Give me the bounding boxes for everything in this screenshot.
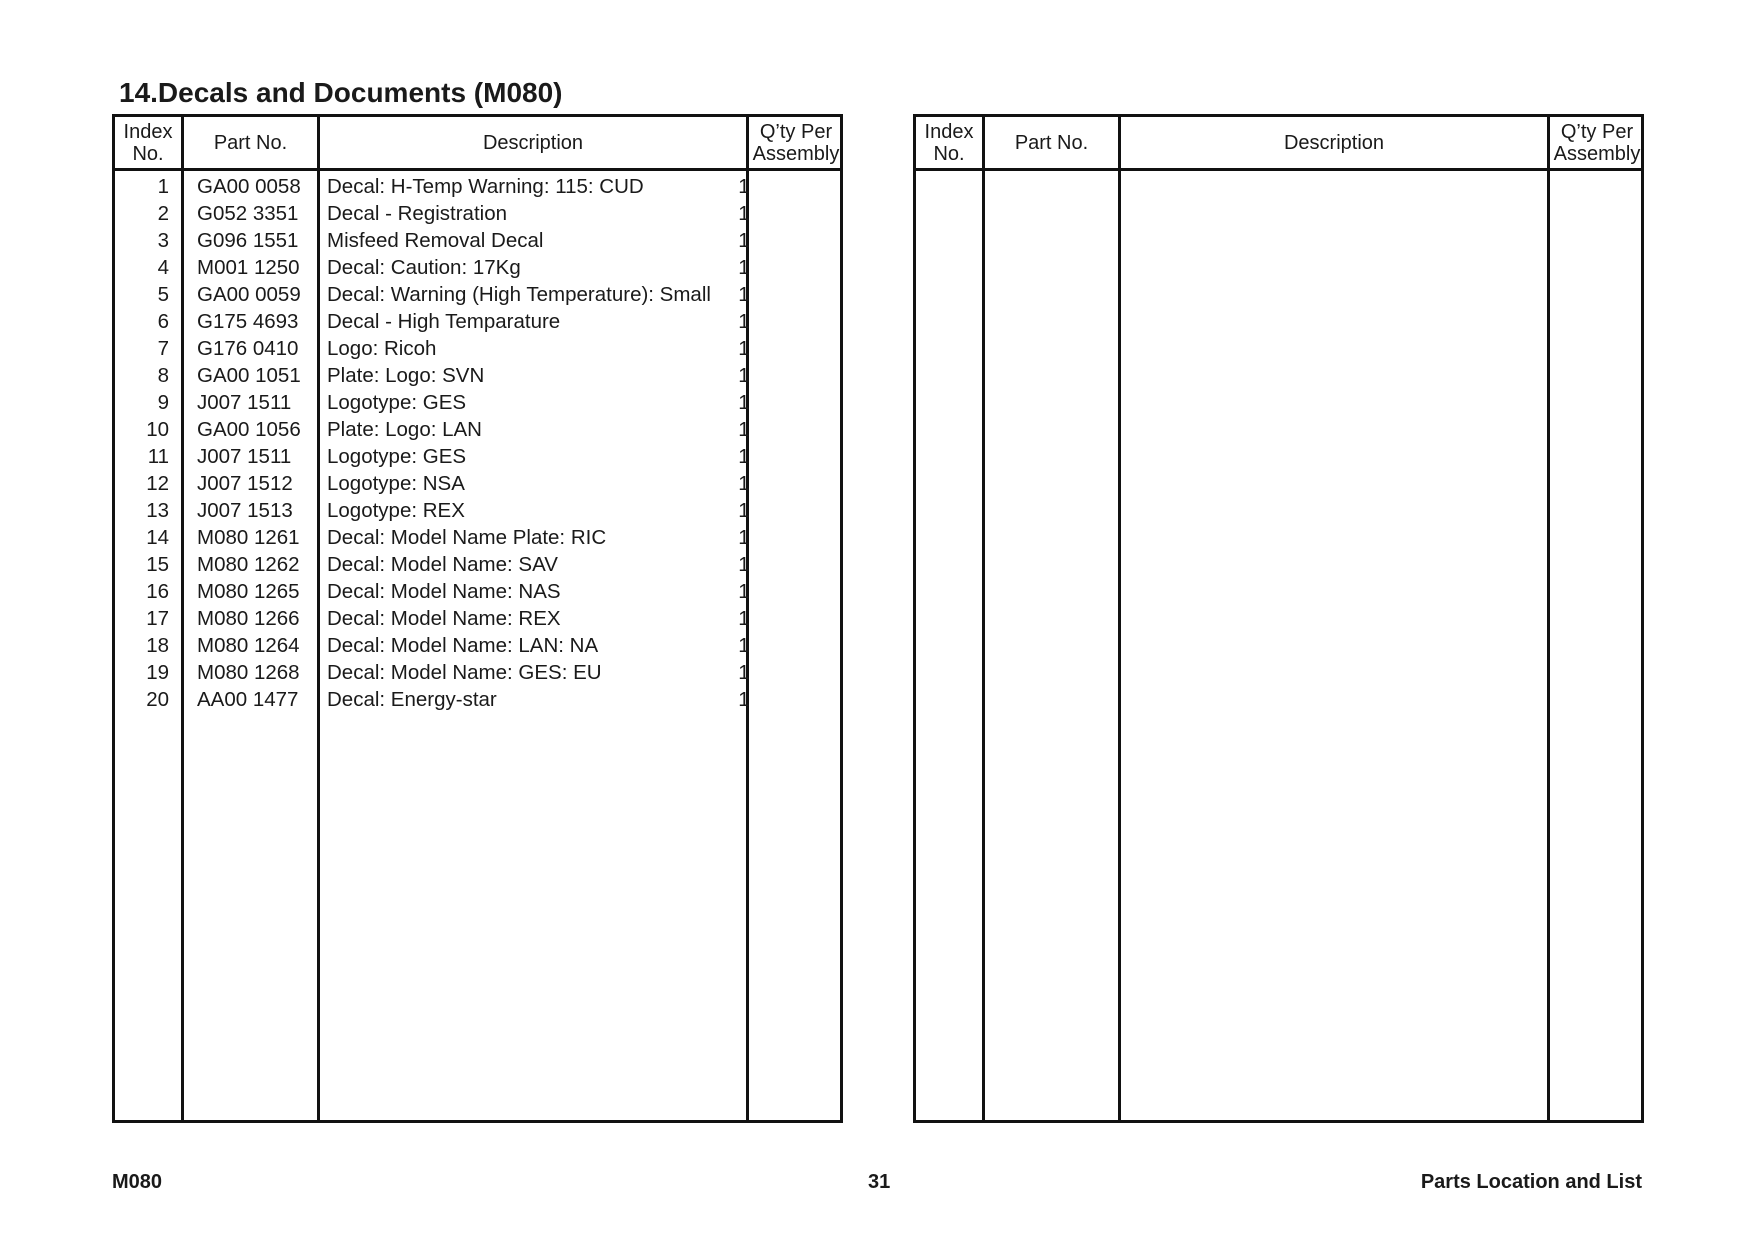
row-index: 7: [157, 337, 169, 360]
row-qty: 1: [738, 526, 750, 549]
row-part-no: G052 3351: [197, 202, 299, 225]
row-qty: 1: [738, 634, 750, 657]
row-qty: 1: [738, 688, 750, 711]
column-divider: [1547, 117, 1550, 1120]
table-row: [115, 632, 840, 659]
header-divider: [115, 168, 840, 171]
row-qty: 1: [738, 202, 750, 225]
row-description: Logotype: GES: [327, 445, 467, 468]
table-row: [115, 227, 840, 254]
parts-table-left: [112, 114, 843, 1123]
row-qty: 1: [738, 337, 750, 360]
row-qty: 1: [738, 472, 750, 495]
row-qty: 1: [738, 391, 750, 414]
row-index: 13: [146, 499, 169, 522]
row-part-no: GA00 1051: [197, 364, 301, 387]
row-part-no: M080 1268: [197, 661, 300, 684]
table-row: [115, 443, 840, 470]
row-index: 20: [146, 688, 169, 711]
table-row: [115, 416, 840, 443]
row-qty: 1: [738, 661, 750, 684]
header-description: Description: [482, 131, 584, 154]
row-qty: 1: [738, 364, 750, 387]
table-row: [115, 470, 840, 497]
row-part-no: AA00 1477: [197, 688, 299, 711]
column-divider: [1118, 117, 1121, 1120]
row-description: Decal: H-Temp Warning: 115: CUD: [327, 175, 644, 198]
header-qty-per-assembly: [749, 117, 843, 168]
footer-section: Parts Location and List: [1420, 1171, 1642, 1193]
header-qty-line2: Assembly: [752, 142, 840, 165]
row-index: 3: [157, 229, 169, 252]
row-description: Decal: Model Name: LAN: NA: [327, 634, 599, 657]
row-qty: 1: [738, 283, 750, 306]
header-index-no: [916, 117, 982, 168]
row-description: Decal: Model Name Plate: RIC: [327, 526, 607, 549]
row-qty: 1: [738, 445, 750, 468]
row-qty: 1: [738, 256, 750, 279]
row-index: 4: [157, 256, 169, 279]
row-description: Decal: Warning (High Temperature): Small: [327, 283, 711, 306]
row-part-no: GA00 0058: [197, 175, 301, 198]
row-index: 6: [157, 310, 169, 333]
page-title: 14.Decals and Documents (M080): [119, 77, 563, 108]
row-part-no: M080 1265: [197, 580, 300, 603]
row-index: 18: [146, 634, 169, 657]
row-index: 11: [147, 445, 169, 468]
row-part-no: G096 1551: [197, 229, 299, 252]
table-row: [115, 308, 840, 335]
row-description: Decal: Caution: 17Kg: [327, 256, 521, 279]
row-qty: 1: [738, 418, 750, 441]
table-row: [115, 686, 840, 713]
row-qty: 1: [738, 175, 750, 198]
table-row: [115, 173, 840, 200]
row-qty: 1: [738, 310, 750, 333]
footer-page-number: 31: [868, 1171, 891, 1193]
row-description: Decal - Registration: [327, 202, 508, 225]
row-part-no: G176 0410: [197, 337, 299, 360]
row-description: Decal: Model Name: NAS: [327, 580, 561, 603]
row-description: Decal: Model Name: REX: [327, 607, 561, 630]
row-part-no: M080 1264: [197, 634, 300, 657]
table-row: [115, 254, 840, 281]
table-row: [115, 551, 840, 578]
header-qty-per-assembly: [1550, 117, 1644, 168]
row-qty: 1: [738, 499, 750, 522]
row-description: Decal - High Temparature: [327, 310, 561, 333]
header-part-no: Part No.: [213, 131, 288, 154]
column-divider: [982, 117, 985, 1120]
row-part-no: M080 1266: [197, 607, 300, 630]
row-index: 15: [146, 553, 169, 576]
table-row: [115, 497, 840, 524]
header-index-line2: No.: [933, 142, 965, 165]
row-qty: 1: [738, 580, 750, 603]
row-description: Decal: Energy-star: [327, 688, 497, 711]
header-divider: [916, 168, 1641, 171]
table-row: [115, 389, 840, 416]
row-part-no: J007 1511: [197, 445, 292, 468]
row-index: 16: [146, 580, 169, 603]
header-index-line2: No.: [132, 142, 164, 165]
row-index: 2: [157, 202, 169, 225]
row-part-no: GA00 0059: [197, 283, 301, 306]
header-qty-line1: Q’ty Per: [759, 120, 833, 143]
row-index: 5: [157, 283, 169, 306]
row-description: Plate: Logo: LAN: [327, 418, 482, 441]
table-row: [115, 200, 840, 227]
table-row: [115, 605, 840, 632]
header-index-no: [115, 117, 181, 168]
table-row: [115, 659, 840, 686]
row-index: 12: [146, 472, 169, 495]
row-index: 9: [157, 391, 169, 414]
parts-table-right: [913, 114, 1644, 1123]
row-description: Logo: Ricoh: [327, 337, 437, 360]
row-description: Plate: Logo: SVN: [327, 364, 485, 387]
header-index-line1: Index: [123, 120, 173, 143]
row-index: 8: [157, 364, 169, 387]
row-part-no: G175 4693: [197, 310, 299, 333]
row-description: Logotype: REX: [327, 499, 465, 522]
row-part-no: J007 1512: [197, 472, 293, 495]
header-description: Description: [1283, 131, 1385, 154]
table-row: [115, 335, 840, 362]
row-index: 1: [157, 175, 169, 198]
row-qty: 1: [738, 607, 750, 630]
header-qty-line1: Q’ty Per: [1560, 120, 1634, 143]
table-row: [115, 362, 840, 389]
row-description: Decal: Model Name: SAV: [327, 553, 558, 576]
row-part-no: M080 1262: [197, 553, 300, 576]
row-index: 17: [146, 607, 169, 630]
row-part-no: J007 1511: [197, 391, 292, 414]
row-qty: 1: [738, 229, 750, 252]
row-description: Logotype: NSA: [327, 472, 465, 495]
footer-model: M080: [112, 1171, 163, 1193]
row-index: 10: [146, 418, 169, 441]
row-part-no: J007 1513: [197, 499, 293, 522]
header-index-line1: Index: [924, 120, 974, 143]
table-row: [115, 524, 840, 551]
row-index: 19: [146, 661, 169, 684]
row-description: Decal: Model Name: GES: EU: [327, 661, 602, 684]
row-part-no: M001 1250: [197, 256, 300, 279]
header-qty-line2: Assembly: [1553, 142, 1641, 165]
row-description: Logotype: GES: [327, 391, 467, 414]
row-part-no: M080 1261: [197, 526, 300, 549]
row-qty: 1: [738, 553, 750, 576]
table-row: [115, 281, 840, 308]
header-part-no: Part No.: [1014, 131, 1089, 154]
row-part-no: GA00 1056: [197, 418, 301, 441]
row-index: 14: [146, 526, 169, 549]
table-row: [115, 578, 840, 605]
row-description: Misfeed Removal Decal: [327, 229, 544, 252]
